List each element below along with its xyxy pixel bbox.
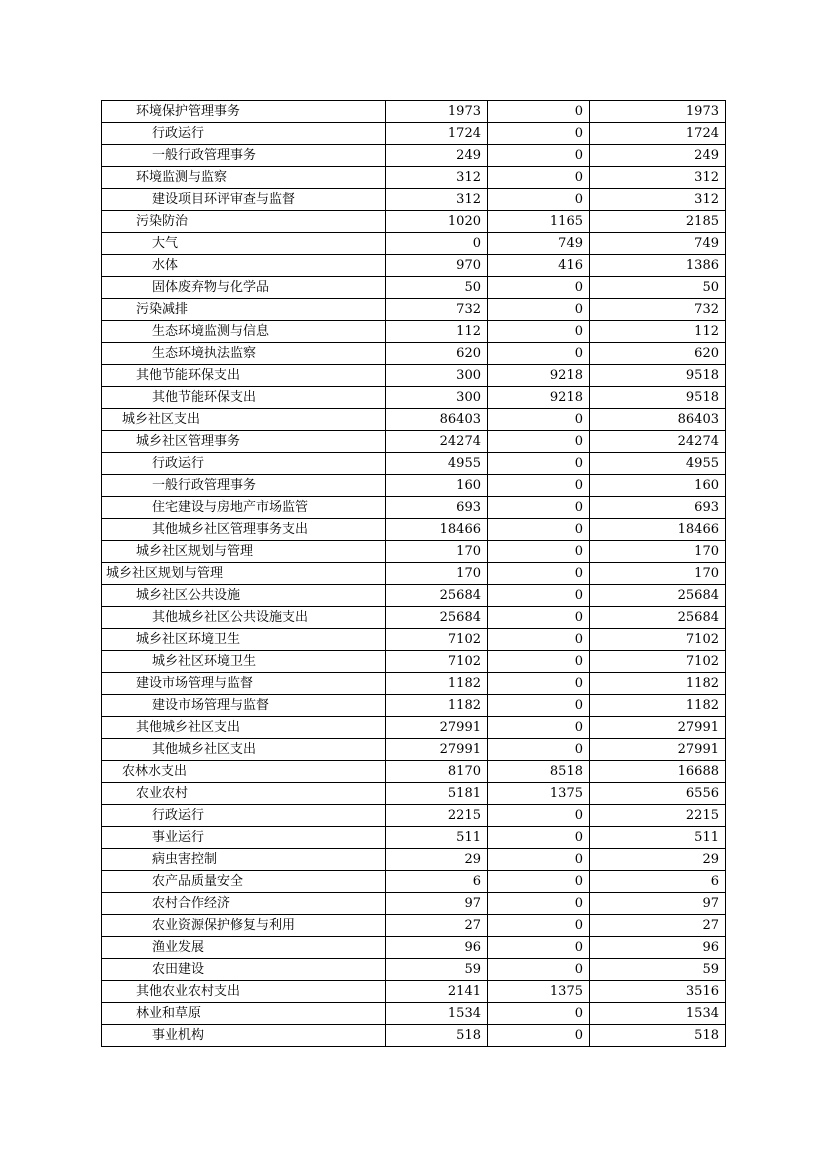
amount-b-cell: 0 bbox=[488, 343, 590, 365]
item-name-cell: 环境监测与监察 bbox=[102, 167, 386, 189]
table-row bbox=[102, 893, 726, 915]
item-name-cell: 一般行政管理事务 bbox=[102, 145, 386, 167]
amount-total-cell: 1534 bbox=[590, 1003, 726, 1025]
table-row bbox=[102, 937, 726, 959]
amount-a-cell: 1182 bbox=[386, 673, 488, 695]
amount-a-cell: 2215 bbox=[386, 805, 488, 827]
amount-total-cell: 27991 bbox=[590, 739, 726, 761]
amount-total-cell: 97 bbox=[590, 893, 726, 915]
amount-b-cell: 0 bbox=[488, 651, 590, 673]
amount-a-cell: 97 bbox=[386, 893, 488, 915]
table-row bbox=[102, 1003, 726, 1025]
item-name-cell: 农产品质量安全 bbox=[102, 871, 386, 893]
item-name-cell: 大气 bbox=[102, 233, 386, 255]
amount-total-cell: 4955 bbox=[590, 453, 726, 475]
amount-total-cell: 620 bbox=[590, 343, 726, 365]
table-row bbox=[102, 365, 726, 387]
amount-total-cell: 86403 bbox=[590, 409, 726, 431]
table-row bbox=[102, 717, 726, 739]
table-row bbox=[102, 233, 726, 255]
amount-a-cell: 1724 bbox=[386, 123, 488, 145]
item-name-cell: 行政运行 bbox=[102, 805, 386, 827]
amount-b-cell: 0 bbox=[488, 871, 590, 893]
table-row bbox=[102, 695, 726, 717]
amount-b-cell: 9218 bbox=[488, 365, 590, 387]
amount-b-cell: 0 bbox=[488, 1025, 590, 1047]
amount-b-cell: 0 bbox=[488, 431, 590, 453]
item-name-cell: 建设市场管理与监督 bbox=[102, 695, 386, 717]
item-name-cell: 城乡社区支出 bbox=[102, 409, 386, 431]
table-row bbox=[102, 959, 726, 981]
amount-b-cell: 0 bbox=[488, 541, 590, 563]
item-name-cell: 其他城乡社区支出 bbox=[102, 739, 386, 761]
amount-a-cell: 24274 bbox=[386, 431, 488, 453]
item-name-cell: 其他城乡社区管理事务支出 bbox=[102, 519, 386, 541]
table-row bbox=[102, 849, 726, 871]
item-name-cell: 其他节能环保支出 bbox=[102, 365, 386, 387]
table-row bbox=[102, 629, 726, 651]
amount-total-cell: 732 bbox=[590, 299, 726, 321]
table-row bbox=[102, 145, 726, 167]
amount-b-cell: 0 bbox=[488, 167, 590, 189]
amount-b-cell: 0 bbox=[488, 409, 590, 431]
amount-a-cell: 50 bbox=[386, 277, 488, 299]
amount-total-cell: 2215 bbox=[590, 805, 726, 827]
amount-total-cell: 25684 bbox=[590, 585, 726, 607]
table-row bbox=[102, 541, 726, 563]
table-row bbox=[102, 651, 726, 673]
amount-a-cell: 249 bbox=[386, 145, 488, 167]
table-row bbox=[102, 827, 726, 849]
item-name-cell: 林业和草原 bbox=[102, 1003, 386, 1025]
amount-total-cell: 50 bbox=[590, 277, 726, 299]
amount-b-cell: 0 bbox=[488, 475, 590, 497]
amount-total-cell: 511 bbox=[590, 827, 726, 849]
amount-b-cell: 0 bbox=[488, 1003, 590, 1025]
item-name-cell: 城乡社区公共设施 bbox=[102, 585, 386, 607]
budget-table bbox=[101, 100, 726, 1047]
table-row bbox=[102, 387, 726, 409]
amount-total-cell: 9518 bbox=[590, 365, 726, 387]
table-row bbox=[102, 519, 726, 541]
table-row bbox=[102, 915, 726, 937]
amount-a-cell: 96 bbox=[386, 937, 488, 959]
item-name-cell: 建设市场管理与监督 bbox=[102, 673, 386, 695]
item-name-cell: 建设项目环评审查与监督 bbox=[102, 189, 386, 211]
amount-a-cell: 970 bbox=[386, 255, 488, 277]
amount-b-cell: 416 bbox=[488, 255, 590, 277]
item-name-cell: 病虫害控制 bbox=[102, 849, 386, 871]
amount-a-cell: 2141 bbox=[386, 981, 488, 1003]
amount-a-cell: 300 bbox=[386, 387, 488, 409]
item-name-cell: 农林水支出 bbox=[102, 761, 386, 783]
amount-b-cell: 0 bbox=[488, 893, 590, 915]
table-row bbox=[102, 343, 726, 365]
amount-total-cell: 170 bbox=[590, 563, 726, 585]
amount-a-cell: 8170 bbox=[386, 761, 488, 783]
table-row bbox=[102, 453, 726, 475]
amount-total-cell: 25684 bbox=[590, 607, 726, 629]
amount-a-cell: 86403 bbox=[386, 409, 488, 431]
item-name-cell: 水体 bbox=[102, 255, 386, 277]
amount-a-cell: 732 bbox=[386, 299, 488, 321]
amount-b-cell: 0 bbox=[488, 915, 590, 937]
table-row bbox=[102, 475, 726, 497]
amount-total-cell: 1973 bbox=[590, 101, 726, 123]
amount-a-cell: 0 bbox=[386, 233, 488, 255]
amount-a-cell: 4955 bbox=[386, 453, 488, 475]
amount-a-cell: 693 bbox=[386, 497, 488, 519]
item-name-cell: 农村合作经济 bbox=[102, 893, 386, 915]
amount-a-cell: 620 bbox=[386, 343, 488, 365]
item-name-cell: 其他城乡社区支出 bbox=[102, 717, 386, 739]
amount-total-cell: 27991 bbox=[590, 717, 726, 739]
amount-b-cell: 0 bbox=[488, 453, 590, 475]
table-row bbox=[102, 739, 726, 761]
amount-a-cell: 112 bbox=[386, 321, 488, 343]
amount-b-cell: 0 bbox=[488, 585, 590, 607]
amount-total-cell: 96 bbox=[590, 937, 726, 959]
amount-total-cell: 24274 bbox=[590, 431, 726, 453]
amount-b-cell: 1165 bbox=[488, 211, 590, 233]
amount-total-cell: 9518 bbox=[590, 387, 726, 409]
amount-b-cell: 1375 bbox=[488, 981, 590, 1003]
table-row bbox=[102, 255, 726, 277]
amount-total-cell: 160 bbox=[590, 475, 726, 497]
amount-total-cell: 7102 bbox=[590, 651, 726, 673]
amount-total-cell: 1724 bbox=[590, 123, 726, 145]
item-name-cell: 事业机构 bbox=[102, 1025, 386, 1047]
amount-total-cell: 693 bbox=[590, 497, 726, 519]
amount-a-cell: 7102 bbox=[386, 651, 488, 673]
table-row bbox=[102, 783, 726, 805]
amount-total-cell: 2185 bbox=[590, 211, 726, 233]
item-name-cell: 城乡社区环境卫生 bbox=[102, 651, 386, 673]
table-row bbox=[102, 1025, 726, 1047]
amount-a-cell: 1020 bbox=[386, 211, 488, 233]
amount-a-cell: 1973 bbox=[386, 101, 488, 123]
item-name-cell: 事业运行 bbox=[102, 827, 386, 849]
amount-total-cell: 16688 bbox=[590, 761, 726, 783]
item-name-cell: 城乡社区规划与管理 bbox=[102, 563, 386, 585]
amount-b-cell: 0 bbox=[488, 519, 590, 541]
amount-b-cell: 0 bbox=[488, 497, 590, 519]
amount-b-cell: 0 bbox=[488, 607, 590, 629]
table-row bbox=[102, 211, 726, 233]
amount-a-cell: 59 bbox=[386, 959, 488, 981]
amount-a-cell: 518 bbox=[386, 1025, 488, 1047]
item-name-cell: 固体废弃物与化学品 bbox=[102, 277, 386, 299]
amount-total-cell: 112 bbox=[590, 321, 726, 343]
amount-total-cell: 1182 bbox=[590, 695, 726, 717]
amount-b-cell: 0 bbox=[488, 959, 590, 981]
amount-b-cell: 0 bbox=[488, 739, 590, 761]
amount-a-cell: 312 bbox=[386, 189, 488, 211]
amount-total-cell: 3516 bbox=[590, 981, 726, 1003]
amount-a-cell: 27991 bbox=[386, 717, 488, 739]
table-row bbox=[102, 189, 726, 211]
amount-total-cell: 59 bbox=[590, 959, 726, 981]
amount-total-cell: 7102 bbox=[590, 629, 726, 651]
amount-total-cell: 6 bbox=[590, 871, 726, 893]
amount-total-cell: 170 bbox=[590, 541, 726, 563]
amount-b-cell: 1375 bbox=[488, 783, 590, 805]
amount-b-cell: 9218 bbox=[488, 387, 590, 409]
amount-b-cell: 0 bbox=[488, 277, 590, 299]
amount-b-cell: 0 bbox=[488, 805, 590, 827]
item-name-cell: 生态环境监测与信息 bbox=[102, 321, 386, 343]
amount-b-cell: 0 bbox=[488, 321, 590, 343]
table-row bbox=[102, 321, 726, 343]
amount-b-cell: 0 bbox=[488, 849, 590, 871]
item-name-cell: 行政运行 bbox=[102, 453, 386, 475]
amount-a-cell: 18466 bbox=[386, 519, 488, 541]
amount-total-cell: 1182 bbox=[590, 673, 726, 695]
amount-a-cell: 511 bbox=[386, 827, 488, 849]
table-row bbox=[102, 123, 726, 145]
item-name-cell: 其他节能环保支出 bbox=[102, 387, 386, 409]
table-row bbox=[102, 409, 726, 431]
amount-b-cell: 0 bbox=[488, 123, 590, 145]
amount-a-cell: 1182 bbox=[386, 695, 488, 717]
amount-total-cell: 29 bbox=[590, 849, 726, 871]
table-row bbox=[102, 431, 726, 453]
item-name-cell: 城乡社区规划与管理 bbox=[102, 541, 386, 563]
amount-b-cell: 0 bbox=[488, 629, 590, 651]
amount-a-cell: 312 bbox=[386, 167, 488, 189]
amount-total-cell: 518 bbox=[590, 1025, 726, 1047]
item-name-cell: 农业资源保护修复与利用 bbox=[102, 915, 386, 937]
amount-b-cell: 0 bbox=[488, 827, 590, 849]
amount-b-cell: 0 bbox=[488, 673, 590, 695]
amount-a-cell: 6 bbox=[386, 871, 488, 893]
table-row bbox=[102, 805, 726, 827]
item-name-cell: 农田建设 bbox=[102, 959, 386, 981]
amount-b-cell: 0 bbox=[488, 101, 590, 123]
table-row bbox=[102, 299, 726, 321]
amount-a-cell: 170 bbox=[386, 541, 488, 563]
table-row bbox=[102, 607, 726, 629]
amount-a-cell: 27 bbox=[386, 915, 488, 937]
item-name-cell: 其他农业农村支出 bbox=[102, 981, 386, 1003]
amount-a-cell: 170 bbox=[386, 563, 488, 585]
item-name-cell: 渔业发展 bbox=[102, 937, 386, 959]
amount-b-cell: 0 bbox=[488, 299, 590, 321]
amount-a-cell: 29 bbox=[386, 849, 488, 871]
amount-b-cell: 0 bbox=[488, 563, 590, 585]
amount-a-cell: 25684 bbox=[386, 607, 488, 629]
item-name-cell: 一般行政管理事务 bbox=[102, 475, 386, 497]
amount-total-cell: 312 bbox=[590, 167, 726, 189]
amount-total-cell: 1386 bbox=[590, 255, 726, 277]
amount-a-cell: 7102 bbox=[386, 629, 488, 651]
item-name-cell: 城乡社区环境卫生 bbox=[102, 629, 386, 651]
item-name-cell: 环境保护管理事务 bbox=[102, 101, 386, 123]
amount-total-cell: 27 bbox=[590, 915, 726, 937]
amount-a-cell: 27991 bbox=[386, 739, 488, 761]
amount-b-cell: 749 bbox=[488, 233, 590, 255]
item-name-cell: 污染防治 bbox=[102, 211, 386, 233]
table-row bbox=[102, 585, 726, 607]
table-row bbox=[102, 761, 726, 783]
item-name-cell: 城乡社区管理事务 bbox=[102, 431, 386, 453]
amount-a-cell: 160 bbox=[386, 475, 488, 497]
item-name-cell: 行政运行 bbox=[102, 123, 386, 145]
table-row bbox=[102, 497, 726, 519]
budget-table-body bbox=[102, 101, 726, 1047]
amount-total-cell: 18466 bbox=[590, 519, 726, 541]
table-row bbox=[102, 277, 726, 299]
amount-b-cell: 0 bbox=[488, 717, 590, 739]
amount-a-cell: 300 bbox=[386, 365, 488, 387]
item-name-cell: 污染减排 bbox=[102, 299, 386, 321]
amount-total-cell: 312 bbox=[590, 189, 726, 211]
amount-b-cell: 0 bbox=[488, 695, 590, 717]
item-name-cell: 住宅建设与房地产市场监管 bbox=[102, 497, 386, 519]
amount-total-cell: 6556 bbox=[590, 783, 726, 805]
table-row bbox=[102, 871, 726, 893]
amount-total-cell: 249 bbox=[590, 145, 726, 167]
amount-b-cell: 0 bbox=[488, 145, 590, 167]
item-name-cell: 农业农村 bbox=[102, 783, 386, 805]
amount-b-cell: 8518 bbox=[488, 761, 590, 783]
item-name-cell: 其他城乡社区公共设施支出 bbox=[102, 607, 386, 629]
amount-a-cell: 5181 bbox=[386, 783, 488, 805]
amount-a-cell: 25684 bbox=[386, 585, 488, 607]
table-row bbox=[102, 563, 726, 585]
amount-a-cell: 1534 bbox=[386, 1003, 488, 1025]
amount-b-cell: 0 bbox=[488, 189, 590, 211]
table-row bbox=[102, 673, 726, 695]
table-row bbox=[102, 101, 726, 123]
amount-total-cell: 749 bbox=[590, 233, 726, 255]
table-row bbox=[102, 981, 726, 1003]
item-name-cell: 生态环境执法监察 bbox=[102, 343, 386, 365]
amount-b-cell: 0 bbox=[488, 937, 590, 959]
table-row bbox=[102, 167, 726, 189]
